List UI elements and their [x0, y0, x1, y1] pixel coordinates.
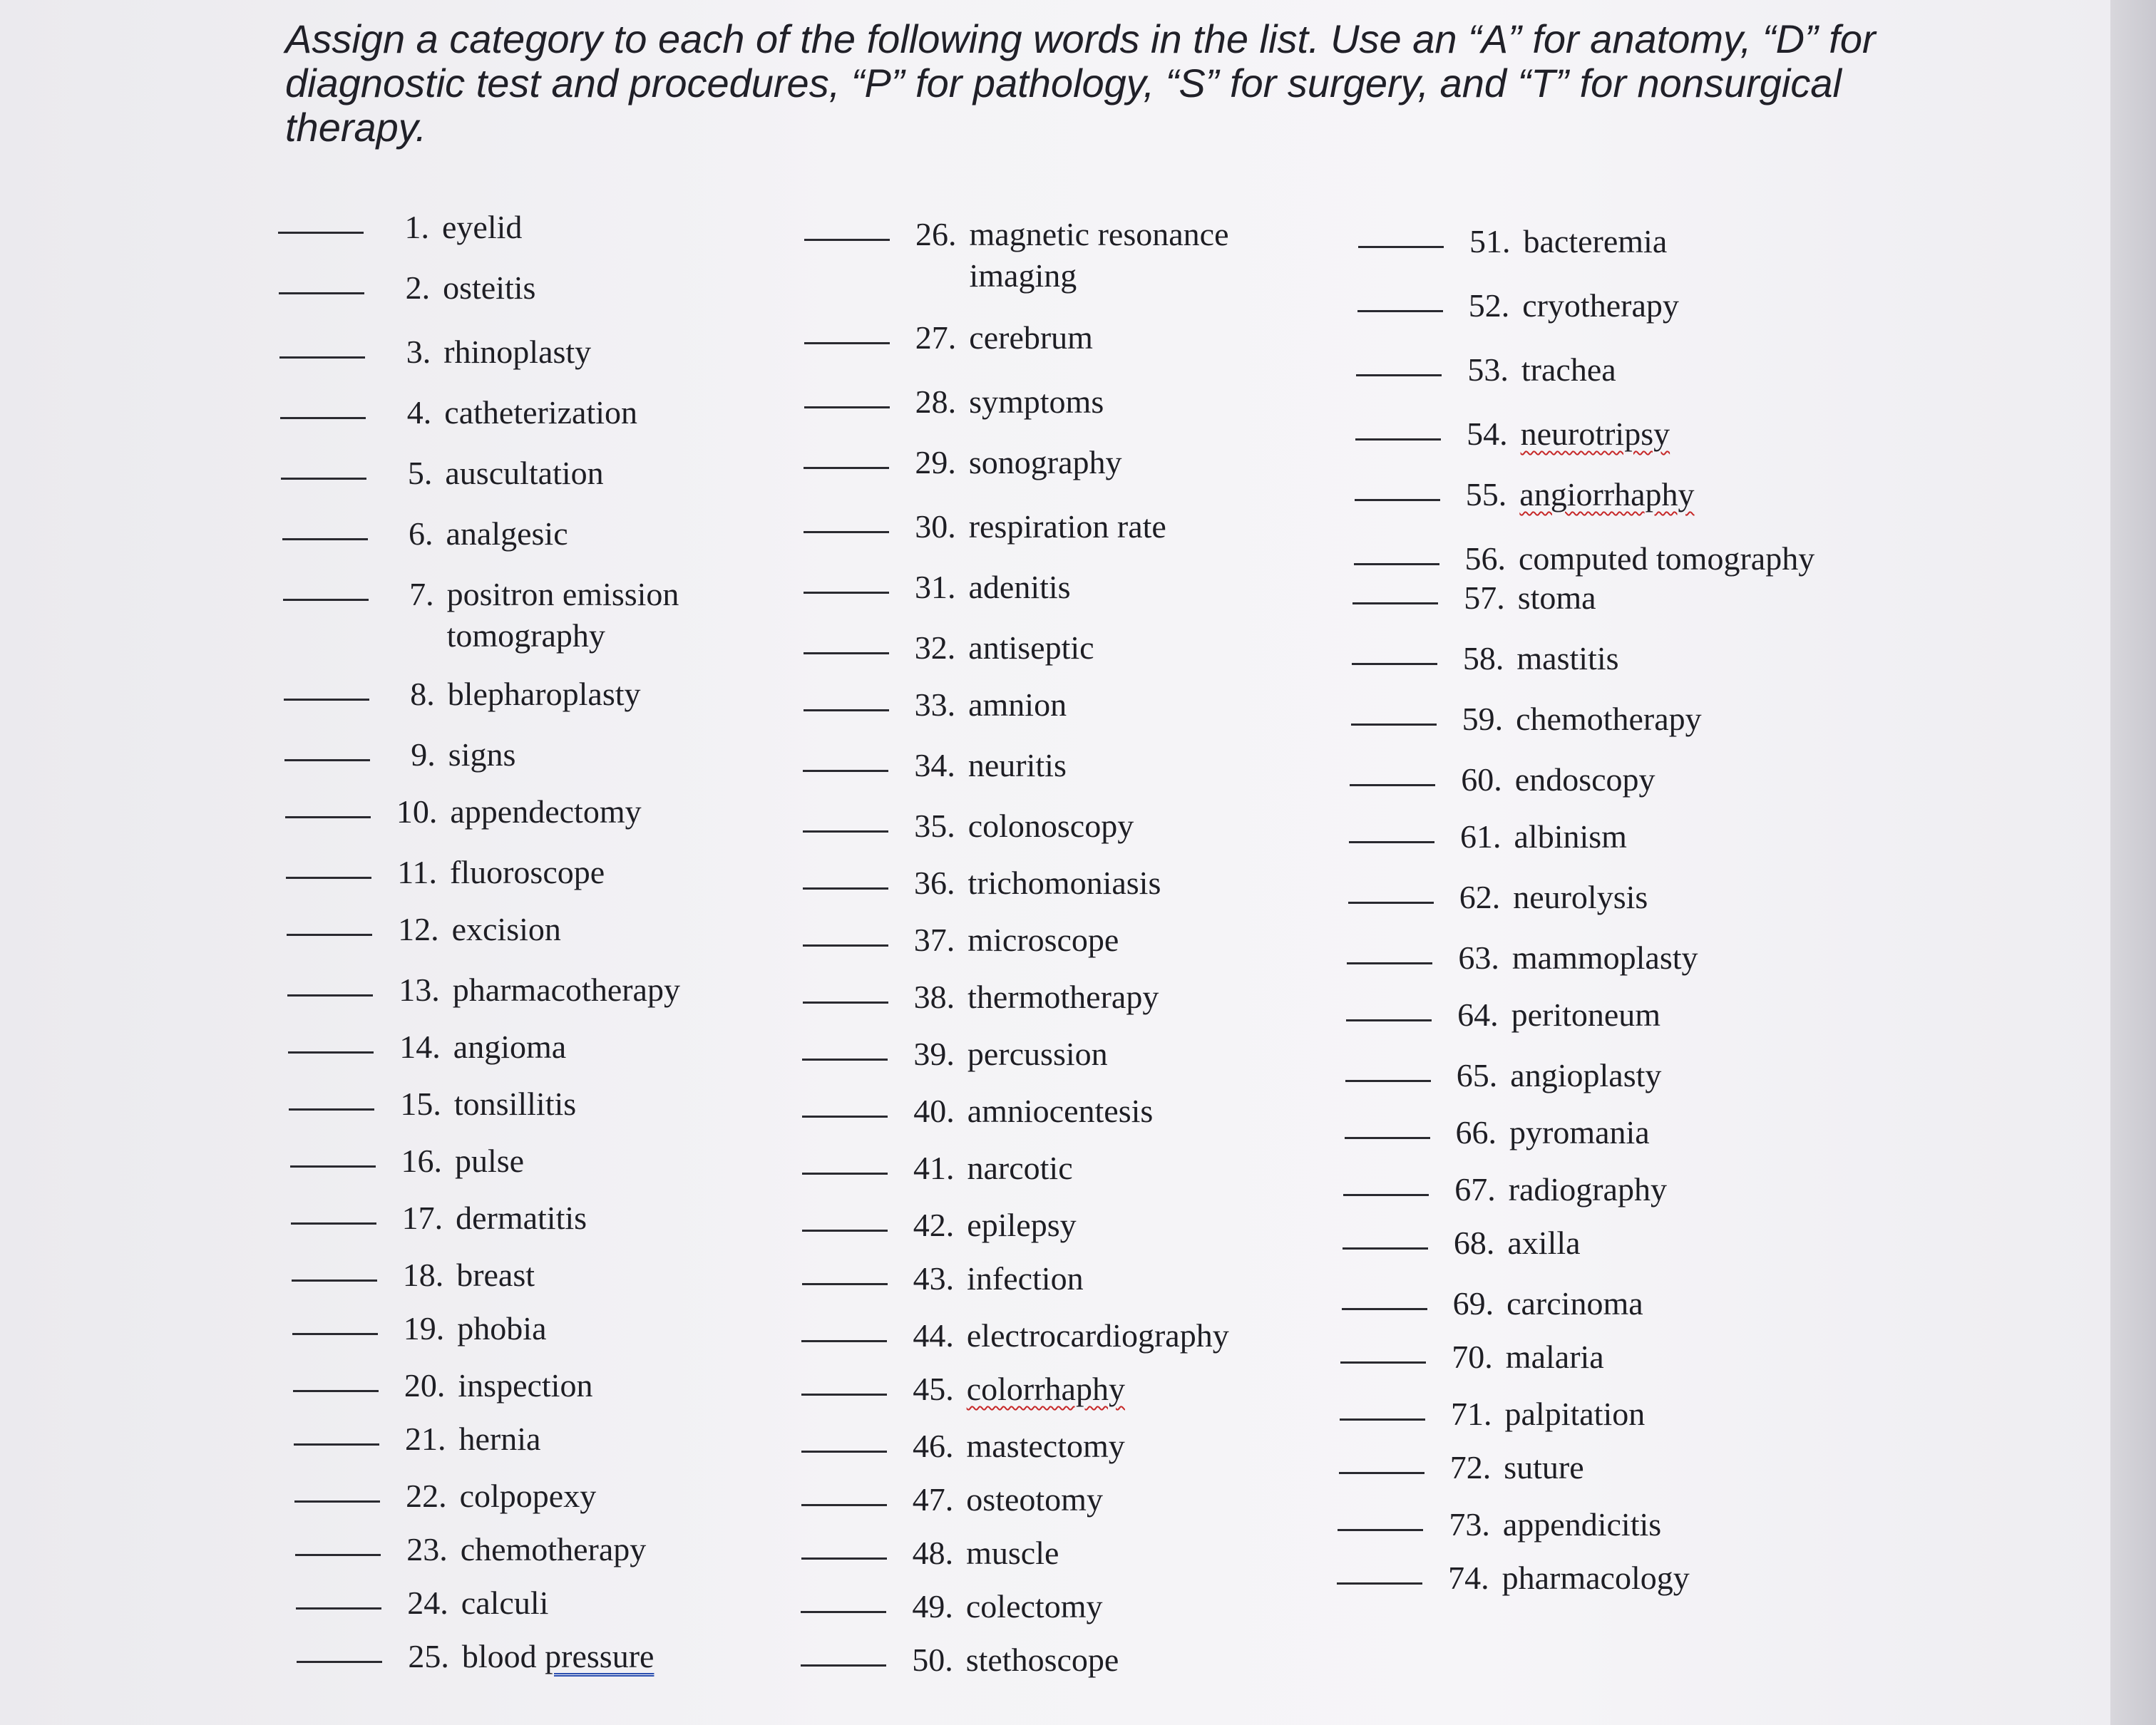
item-term: suture [1504, 1449, 1584, 1485]
answer-blank[interactable] [278, 230, 364, 234]
item-term: endoscopy [1514, 761, 1655, 798]
item-term: dermatitis [456, 1200, 587, 1236]
item-term: albinism [1514, 818, 1627, 855]
item-number: 40. [913, 1093, 955, 1129]
item-number: 33. [914, 686, 956, 723]
item-number: 47. [912, 1481, 954, 1518]
answer-blank[interactable] [295, 1552, 381, 1556]
item-term: pharmacotherapy [452, 972, 680, 1008]
item-term: colonoscopy [967, 808, 1134, 844]
list-item [804, 567, 1071, 608]
item-number: 53. [1467, 351, 1509, 388]
answer-blank[interactable] [801, 1663, 886, 1667]
list-item [1354, 538, 1815, 580]
list-item [804, 214, 1298, 297]
item-number: 12. [398, 911, 439, 947]
answer-blank[interactable] [802, 1057, 888, 1061]
list-item [286, 852, 605, 893]
list-item [1352, 577, 1596, 619]
item-term: hernia [458, 1421, 541, 1457]
list-item [802, 1091, 1153, 1132]
item-number: 6. [409, 515, 433, 552]
answer-blank[interactable] [801, 1503, 887, 1506]
answer-blank[interactable] [1347, 961, 1432, 964]
list-item [803, 745, 1066, 786]
item-term: peritoneum [1511, 997, 1661, 1033]
answer-blank[interactable] [289, 1107, 374, 1111]
list-item [1351, 699, 1702, 740]
item-term: narcotic [967, 1150, 1073, 1186]
answer-blank[interactable] [802, 1228, 888, 1232]
list-item [283, 574, 775, 656]
item-number: 73. [1449, 1506, 1490, 1543]
item-number: 54. [1467, 416, 1508, 452]
item-number: 70. [1452, 1339, 1493, 1375]
item-term: adenitis [968, 569, 1071, 605]
answer-blank[interactable] [291, 1221, 376, 1225]
item-term: trachea [1521, 351, 1616, 388]
list-item [801, 1369, 1125, 1410]
item-number: 43. [913, 1260, 955, 1297]
list-item [803, 862, 1161, 904]
answer-blank[interactable] [803, 829, 888, 833]
item-term: percussion [967, 1036, 1108, 1072]
answer-blank[interactable] [804, 341, 890, 344]
answer-blank[interactable] [802, 1171, 888, 1175]
list-item [1357, 285, 1679, 326]
item-number: 55. [1465, 476, 1507, 513]
item-number: 9. [411, 736, 436, 773]
item-term: microscope [967, 922, 1119, 958]
item-number: 38. [913, 979, 955, 1015]
item-number: 60. [1461, 761, 1502, 798]
item-number: 68. [1453, 1225, 1495, 1261]
answer-blank[interactable] [1350, 783, 1435, 786]
item-term: mammoplasty [1511, 939, 1698, 976]
answer-blank[interactable] [290, 1164, 376, 1168]
answer-blank[interactable] [1352, 601, 1438, 604]
list-item [1355, 413, 1670, 455]
item-term: thermotherapy [967, 979, 1159, 1015]
item-term: magnetic resonance imaging [969, 216, 1229, 294]
item-number: 29. [915, 444, 956, 480]
list-item [1337, 1557, 1690, 1599]
list-item [284, 674, 641, 715]
item-term: axilla [1507, 1225, 1581, 1261]
item-number: 15. [400, 1086, 441, 1122]
answer-blank[interactable] [283, 597, 369, 601]
list-item [1342, 1283, 1643, 1324]
item-term: electrocardiography [966, 1317, 1229, 1354]
answer-blank[interactable] [284, 697, 369, 701]
item-number: 37. [913, 922, 955, 958]
item-term: fluoroscope [450, 854, 605, 890]
list-item [1338, 1504, 1661, 1545]
list-item [1349, 816, 1627, 858]
list-item [801, 1533, 1059, 1574]
list-item [1347, 937, 1698, 979]
list-item [279, 267, 535, 309]
item-term: cerebrum [969, 319, 1093, 356]
item-term: analgesic [446, 515, 568, 552]
answer-blank[interactable] [294, 1442, 379, 1446]
item-number: 64. [1457, 997, 1499, 1033]
item-number: 52. [1468, 287, 1510, 324]
list-item [1348, 877, 1648, 918]
list-item [804, 442, 1121, 483]
item-number: 72. [1449, 1449, 1492, 1485]
item-number: 67. [1454, 1171, 1496, 1208]
item-term: amnion [968, 686, 1067, 723]
list-item [292, 1255, 535, 1296]
list-item [802, 1205, 1077, 1246]
list-item [802, 1148, 1073, 1189]
item-number: 35. [914, 808, 955, 844]
list-item [285, 791, 642, 833]
list-item [1350, 759, 1655, 800]
item-number: 26. [915, 216, 957, 252]
item-term: tonsillitis [453, 1086, 577, 1122]
item-term: muscle [966, 1535, 1059, 1571]
list-item [801, 1479, 1103, 1520]
list-item [293, 1365, 593, 1406]
list-item [804, 627, 1094, 669]
list-item [287, 969, 680, 1011]
item-term: angioplasty [1510, 1057, 1662, 1093]
item-number: 11. [397, 854, 437, 890]
item-number: 49. [912, 1588, 953, 1624]
item-term: colorrhaphy [966, 1371, 1125, 1407]
item-number: 61. [1460, 818, 1502, 855]
list-item [1358, 221, 1667, 262]
item-number: 7. [409, 576, 434, 612]
item-number: 69. [1452, 1285, 1494, 1322]
item-number: 62. [1459, 879, 1501, 915]
item-number: 21. [405, 1421, 446, 1457]
list-item [281, 453, 603, 494]
item-term: colpopexy [459, 1478, 597, 1514]
answer-blank[interactable] [801, 1392, 887, 1396]
item-term: carcinoma [1506, 1285, 1643, 1322]
item-number: 18. [402, 1257, 444, 1293]
item-number: 50. [912, 1642, 953, 1678]
answer-blank[interactable] [803, 943, 888, 947]
item-number: 1. [404, 209, 429, 245]
answer-blank[interactable] [288, 1050, 374, 1054]
answer-blank[interactable] [285, 815, 371, 818]
answer-blank[interactable] [297, 1659, 382, 1663]
item-term: trichomoniasis [967, 865, 1161, 901]
answer-blank[interactable] [1354, 562, 1439, 565]
list-item [1355, 474, 1695, 515]
item-term: appendicitis [1502, 1506, 1662, 1543]
list-item [803, 805, 1134, 847]
answer-blank[interactable] [1345, 1078, 1431, 1082]
item-term: auscultation [445, 455, 604, 491]
item-term: computed tomography [1519, 540, 1815, 577]
answer-blank[interactable] [1356, 373, 1442, 376]
item-term: malaria [1505, 1339, 1604, 1375]
list-item [287, 909, 561, 950]
answer-blank[interactable] [801, 1556, 887, 1560]
item-number: 44. [913, 1317, 954, 1354]
list-item [295, 1529, 646, 1570]
list-item [1343, 1169, 1667, 1210]
item-term: angiorrhaphy [1519, 476, 1695, 513]
list-item [294, 1476, 596, 1517]
instructions-text: Assign a category to each of the following words in the list. Use an “A” for anatomy, “D” for diagnostic test and procedures, “P” for pathology, “S” for surgery, and “T” for nonsurgical therapy. [285, 16, 1876, 150]
item-number: 13. [399, 972, 440, 1008]
item-number: 51. [1469, 223, 1511, 259]
item-number: 4. [406, 394, 432, 431]
list-item [1356, 349, 1616, 391]
item-term: chemotherapy [1516, 701, 1702, 737]
answer-blank[interactable] [286, 875, 371, 879]
answer-blank[interactable] [1349, 840, 1434, 843]
list-item [802, 1034, 1107, 1075]
item-number: 58. [1462, 640, 1504, 676]
item-number: 10. [396, 793, 438, 830]
answer-blank[interactable] [804, 237, 890, 241]
item-number: 14. [399, 1029, 441, 1065]
answer-blank[interactable] [1340, 1360, 1426, 1364]
list-item [290, 1140, 525, 1182]
answer-blank[interactable] [1351, 722, 1437, 726]
answer-blank[interactable] [293, 1389, 379, 1392]
item-term: neurolysis [1513, 879, 1648, 915]
item-number: 23. [406, 1531, 448, 1567]
list-item [803, 977, 1159, 1018]
item-term: epilepsy [967, 1207, 1077, 1243]
answer-blank[interactable] [1339, 1471, 1424, 1474]
answer-blank[interactable] [1358, 244, 1444, 248]
item-number: 41. [913, 1150, 955, 1186]
item-number: 19. [403, 1310, 445, 1346]
item-number: 17. [401, 1200, 443, 1236]
item-number: 20. [404, 1367, 446, 1404]
item-number: 63. [1458, 939, 1499, 976]
list-item [1339, 1447, 1584, 1488]
list-item [803, 920, 1119, 961]
answer-blank[interactable] [803, 886, 888, 890]
item-term: neurotripsy [1520, 416, 1670, 452]
answer-blank[interactable] [280, 416, 366, 419]
item-term: blepharoplasty [447, 676, 641, 712]
item-number: 46. [913, 1428, 954, 1464]
item-term: cryotherapy [1522, 287, 1679, 324]
answer-blank[interactable] [1343, 1193, 1429, 1196]
item-number: 34. [914, 747, 955, 783]
item-term: pulse [455, 1143, 525, 1179]
item-term: symptoms [969, 383, 1104, 420]
item-term: positron emission tomography [446, 576, 679, 654]
item-term: amniocentesis [967, 1093, 1154, 1129]
page-edge-shadow [2110, 0, 2156, 1725]
item-number: 3. [406, 334, 431, 370]
item-term: pharmacology [1502, 1560, 1690, 1596]
answer-blank[interactable] [1355, 437, 1441, 441]
item-number: 8. [410, 676, 435, 712]
item-term: infection [967, 1260, 1084, 1297]
item-term: angioma [453, 1029, 567, 1065]
item-term: antiseptic [968, 629, 1094, 666]
item-term: palpitation [1504, 1396, 1646, 1432]
answer-blank[interactable] [1348, 900, 1434, 904]
list-item [804, 381, 1104, 423]
list-item [292, 1308, 547, 1349]
item-term: bacteremia [1523, 223, 1668, 259]
answer-blank[interactable] [1346, 1018, 1432, 1021]
list-item [291, 1198, 587, 1239]
item-number: 74. [1448, 1560, 1489, 1596]
list-item [1345, 1055, 1662, 1096]
item-number: 57. [1464, 580, 1505, 616]
answer-blank[interactable] [296, 1606, 381, 1610]
item-number: 27. [915, 319, 957, 356]
answer-blank[interactable] [279, 291, 364, 294]
item-term: signs [448, 736, 516, 773]
item-term: blood pressure [461, 1638, 654, 1674]
item-term: radiography [1508, 1171, 1667, 1208]
item-term: stethoscope [965, 1642, 1119, 1678]
item-number: 5. [407, 455, 433, 491]
item-term: phobia [457, 1310, 547, 1346]
list-item [294, 1418, 540, 1460]
answer-blank[interactable] [1338, 1528, 1423, 1531]
list-item [1352, 638, 1619, 679]
item-term: chemotherapy [460, 1531, 647, 1567]
list-item [1346, 994, 1660, 1036]
answer-blank[interactable] [292, 1332, 378, 1335]
item-term: appendectomy [450, 793, 642, 830]
item-term: excision [451, 911, 561, 947]
answer-blank[interactable] [801, 1449, 887, 1453]
list-item [802, 1258, 1084, 1299]
item-term: mastectomy [966, 1428, 1125, 1464]
list-item [297, 1636, 654, 1677]
item-number: 71. [1451, 1396, 1492, 1432]
item-term: osteotomy [966, 1481, 1103, 1518]
answer-blank[interactable] [801, 1610, 886, 1613]
answer-blank[interactable] [804, 708, 889, 711]
list-item [288, 1026, 566, 1068]
item-number: 32. [914, 629, 956, 666]
answer-blank[interactable] [282, 537, 368, 540]
answer-blank[interactable] [803, 768, 888, 772]
item-term: inspection [458, 1367, 593, 1404]
list-item [279, 331, 591, 373]
list-item [804, 684, 1067, 726]
item-term: rhinoplasty [443, 334, 592, 370]
item-term: osteitis [443, 269, 536, 306]
answer-blank[interactable] [284, 758, 370, 761]
item-number: 45. [913, 1371, 954, 1407]
item-term: stoma [1517, 580, 1596, 616]
answer-blank[interactable] [287, 993, 373, 997]
answer-blank[interactable] [804, 465, 889, 469]
item-number: 48. [912, 1535, 954, 1571]
item-term: mastitis [1516, 640, 1619, 676]
list-item [289, 1083, 576, 1125]
item-number: 65. [1456, 1057, 1498, 1093]
answer-blank[interactable] [294, 1499, 380, 1503]
item-number: 66. [1455, 1114, 1497, 1150]
item-number: 59. [1462, 701, 1504, 737]
item-number: 30. [915, 508, 956, 545]
item-term: respiration rate [968, 508, 1166, 545]
answer-blank[interactable] [802, 1282, 888, 1285]
answer-blank[interactable] [281, 476, 366, 480]
answer-blank[interactable] [1342, 1307, 1427, 1310]
answer-blank[interactable] [804, 651, 889, 654]
list-item [1343, 1222, 1581, 1264]
answer-blank[interactable] [1355, 498, 1440, 501]
item-term: calculi [461, 1585, 549, 1621]
answer-blank[interactable] [279, 355, 365, 359]
answer-blank[interactable] [803, 1000, 888, 1004]
answer-blank[interactable] [287, 932, 372, 936]
item-term: catheterization [444, 394, 638, 431]
list-item [278, 207, 522, 248]
list-item [1345, 1112, 1650, 1153]
item-number: 22. [406, 1478, 447, 1514]
answer-blank[interactable] [1352, 661, 1437, 665]
answer-blank[interactable] [802, 1114, 888, 1118]
list-item [284, 734, 516, 776]
item-term: breast [456, 1257, 535, 1293]
item-number: 42. [913, 1207, 955, 1243]
answer-blank[interactable] [801, 1339, 887, 1342]
list-item [801, 1315, 1228, 1356]
answer-blank[interactable] [1337, 1581, 1422, 1585]
item-number: 24. [407, 1585, 448, 1621]
item-term: pyromania [1509, 1114, 1650, 1150]
answer-blank[interactable] [1343, 1246, 1428, 1250]
item-number: 39. [913, 1036, 955, 1072]
item-number: 36. [914, 865, 955, 901]
list-item [804, 506, 1166, 547]
list-item [282, 513, 568, 555]
answer-blank[interactable] [1345, 1136, 1430, 1139]
list-item [280, 392, 637, 433]
answer-blank[interactable] [804, 405, 890, 408]
answer-blank[interactable] [1357, 309, 1443, 312]
list-item [296, 1582, 548, 1624]
answer-blank[interactable] [804, 590, 889, 594]
item-term: colectomy [965, 1588, 1103, 1624]
list-item [801, 1639, 1119, 1681]
list-item [1340, 1337, 1603, 1378]
answer-blank[interactable] [1340, 1417, 1425, 1421]
item-number: 25. [408, 1638, 449, 1674]
item-term: sonography [968, 444, 1122, 480]
item-number: 31. [915, 569, 956, 605]
answer-blank[interactable] [292, 1278, 377, 1282]
list-item [1340, 1394, 1645, 1435]
list-item [804, 317, 1093, 359]
item-number: 56. [1464, 540, 1506, 577]
item-number: 2. [405, 269, 431, 306]
list-item [801, 1586, 1102, 1627]
item-term: eyelid [442, 209, 523, 245]
item-term: neuritis [967, 747, 1067, 783]
answer-blank[interactable] [804, 530, 889, 533]
item-number: 16. [401, 1143, 442, 1179]
list-item [801, 1426, 1125, 1467]
item-number: 28. [915, 383, 957, 420]
